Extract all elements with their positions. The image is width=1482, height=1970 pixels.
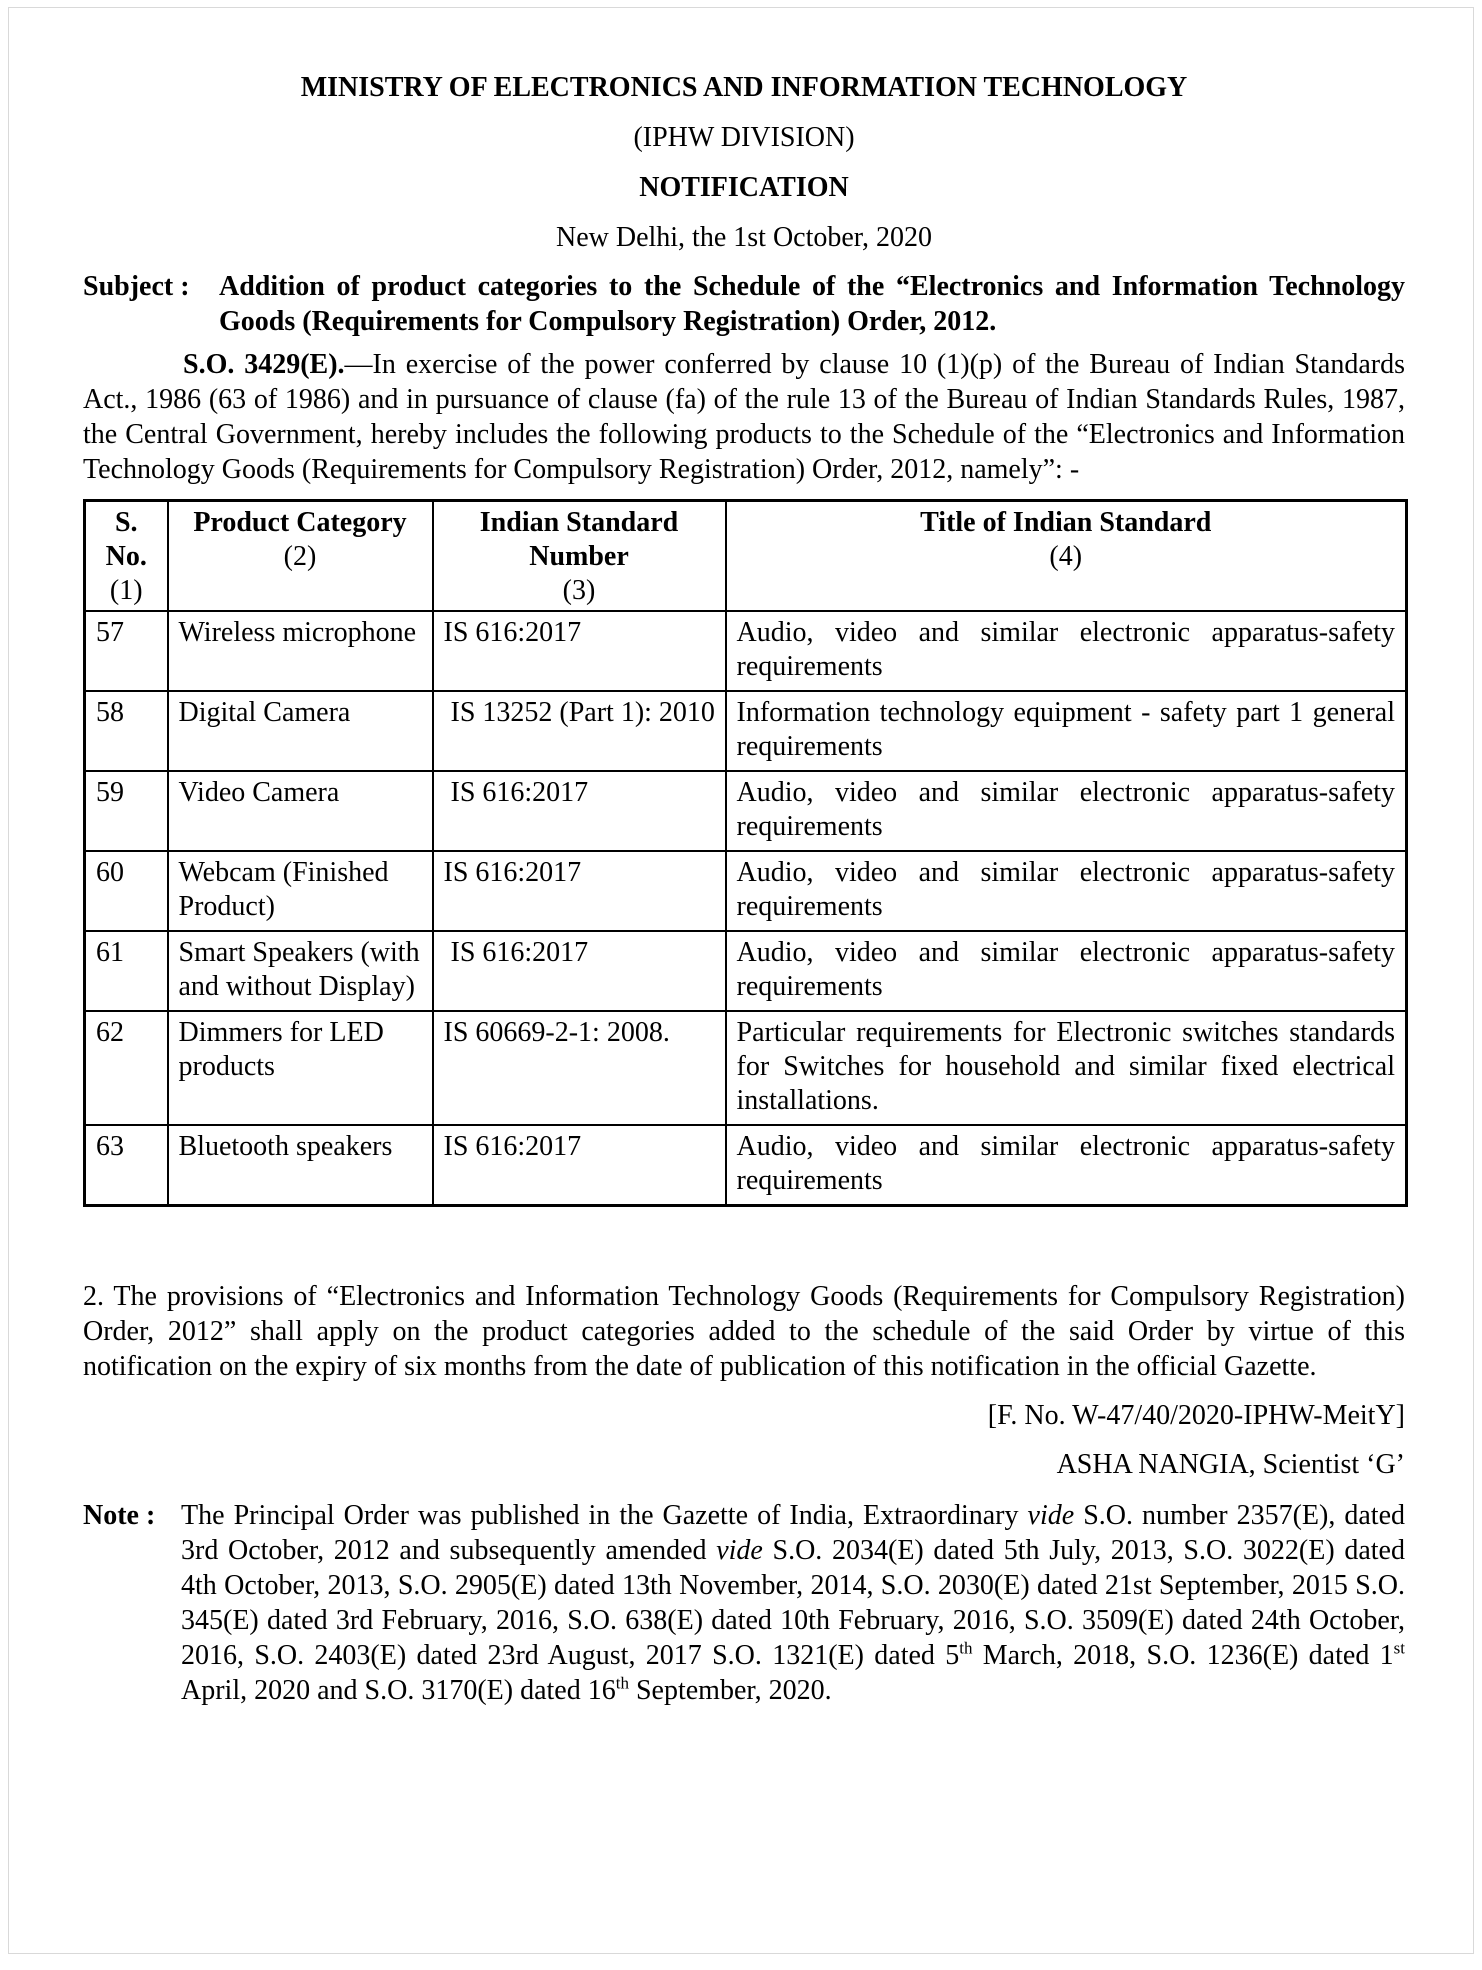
cell-sno: 61	[85, 931, 168, 1011]
table-row	[85, 851, 1407, 931]
note-block	[83, 1498, 1405, 1708]
header-title: Title of Indian Standard (4)	[726, 501, 1407, 612]
document-page	[8, 7, 1474, 1954]
header-sno: S. No. (1)	[85, 501, 168, 612]
cell-standard: IS 60669-2-1: 2008.	[433, 1011, 726, 1125]
cell-title: Information technology equipment - safety part 1 general requirements	[726, 691, 1407, 771]
place-date: New Delhi, the 1st October, 2020	[555, 222, 933, 253]
cell-category: Wireless microphone	[168, 611, 433, 691]
header-category: Product Category (2)	[168, 501, 433, 612]
cell-sno: 59	[85, 771, 168, 851]
cell-standard: IS 616:2017	[433, 611, 726, 691]
paragraph-2: 2. The provisions of “Electronics and Information Technology Goods (Requirements for Compulsory Registration) Order, 2012” shall apply on the product categories added to the schedule of the said Order by virtue of this notification on the expiry of six months from the date of publication of this notification in the official Gazette.	[83, 1281, 1405, 1382]
header-standard: Indian Standard Number (3)	[433, 501, 726, 612]
table-row	[85, 611, 1407, 691]
cell-title: Audio, video and similar electronic apparatus-safety requirements	[726, 771, 1407, 851]
note-text: The Principal Order was published in the Gazette of India, Extraordinary vide S.O. number 2357(E), dated 3rd October, 2012 and subsequently amended vide S.O. 2034(E) dated 5th July, 2013, S.O. 3022(E) dated 4th October, 2013, S.O. 2905(E) dated 13th November, 2014, S.O. 2030(E) dated 21st September, 2015 S.O. 345(E) dated 3rd February, 2016, S.O. 638(E) dated 10th February, 2016, S.O. 3509(E) dated 24th October, 2016, S.O. 2403(E) dated 23rd August, 2017 S.O. 1321(E) dated 5th March, 2018, S.O. 1236(E) dated 1st April, 2020 and S.O. 3170(E) dated 16th September, 2020.	[181, 1500, 1405, 1706]
cell-sno: 60	[85, 851, 168, 931]
cell-title: Audio, video and similar electronic apparatus-safety requirements	[726, 851, 1407, 931]
subject-text: Addition of product categories to the Schedule of the “Electronics and Information Technology Goods (Requirements for Compulsory Registration) Order, 2012.	[219, 271, 1405, 337]
notification-title: NOTIFICATION	[639, 172, 849, 203]
cell-category: Smart Speakers (with and without Display)	[168, 931, 433, 1011]
cell-standard: IS 616:2017	[433, 1125, 726, 1206]
cell-title: Audio, video and similar electronic apparatus-safety requirements	[726, 1125, 1407, 1206]
cell-sno: 63	[85, 1125, 168, 1206]
cell-standard: IS 13252 (Part 1): 2010	[433, 691, 726, 771]
cell-title: Audio, video and similar electronic apparatus-safety requirements	[726, 931, 1407, 1011]
product-table	[83, 499, 1408, 1207]
cell-sno: 57	[85, 611, 168, 691]
file-number: [F. No. W-47/40/2020-IPHW-MeitY]	[987, 1400, 1405, 1431]
so-number: S.O. 3429(E).	[183, 349, 345, 380]
cell-standard: IS 616:2017	[433, 851, 726, 931]
subject-block	[83, 269, 1405, 339]
cell-category: Digital Camera	[168, 691, 433, 771]
table-row	[85, 1011, 1407, 1125]
table-row	[85, 931, 1407, 1011]
signatory: ASHA NANGIA, Scientist ‘G’	[1056, 1449, 1405, 1480]
intro-text: —In exercise of the power conferred by clause 10 (1)(p) of the Bureau of Indian Standards Act., 1986 (63 of 1986) and in pursuance of clause (fa) of the rule 13 of the Bureau of Indian Standards Rules, 1987, the Central Government, hereby includes the following products to the Schedule of the “Electronics and Information Technology Goods (Requirements for Compulsory Registration) Order, 2012, namely”: -	[83, 349, 1405, 485]
cell-category: Bluetooth speakers	[168, 1125, 433, 1206]
table-row	[85, 691, 1407, 771]
intro-paragraph	[83, 347, 1405, 487]
cell-title: Particular requirements for Electronic switches standards for Switches for household and similar fixed electrical installations.	[726, 1011, 1407, 1125]
cell-standard: IS 616:2017	[433, 931, 726, 1011]
table-row	[85, 771, 1407, 851]
cell-category: Dimmers for LED products	[168, 1011, 433, 1125]
table-row	[85, 1125, 1407, 1206]
cell-title: Audio, video and similar electronic apparatus-safety requirements	[726, 611, 1407, 691]
cell-category: Webcam (Finished Product)	[168, 851, 433, 931]
cell-standard: IS 616:2017	[433, 771, 726, 851]
cell-sno: 62	[85, 1011, 168, 1125]
cell-sno: 58	[85, 691, 168, 771]
table-header-row	[85, 501, 1407, 612]
division-title: (IPHW DIVISION)	[633, 122, 855, 153]
cell-category: Video Camera	[168, 771, 433, 851]
note-label: Note :	[83, 1500, 156, 1531]
subject-label: Subject :	[83, 271, 190, 302]
document-content	[83, 63, 1405, 1708]
ministry-title: MINISTRY OF ELECTRONICS AND INFORMATION TECHNOLOGY	[300, 72, 1188, 103]
